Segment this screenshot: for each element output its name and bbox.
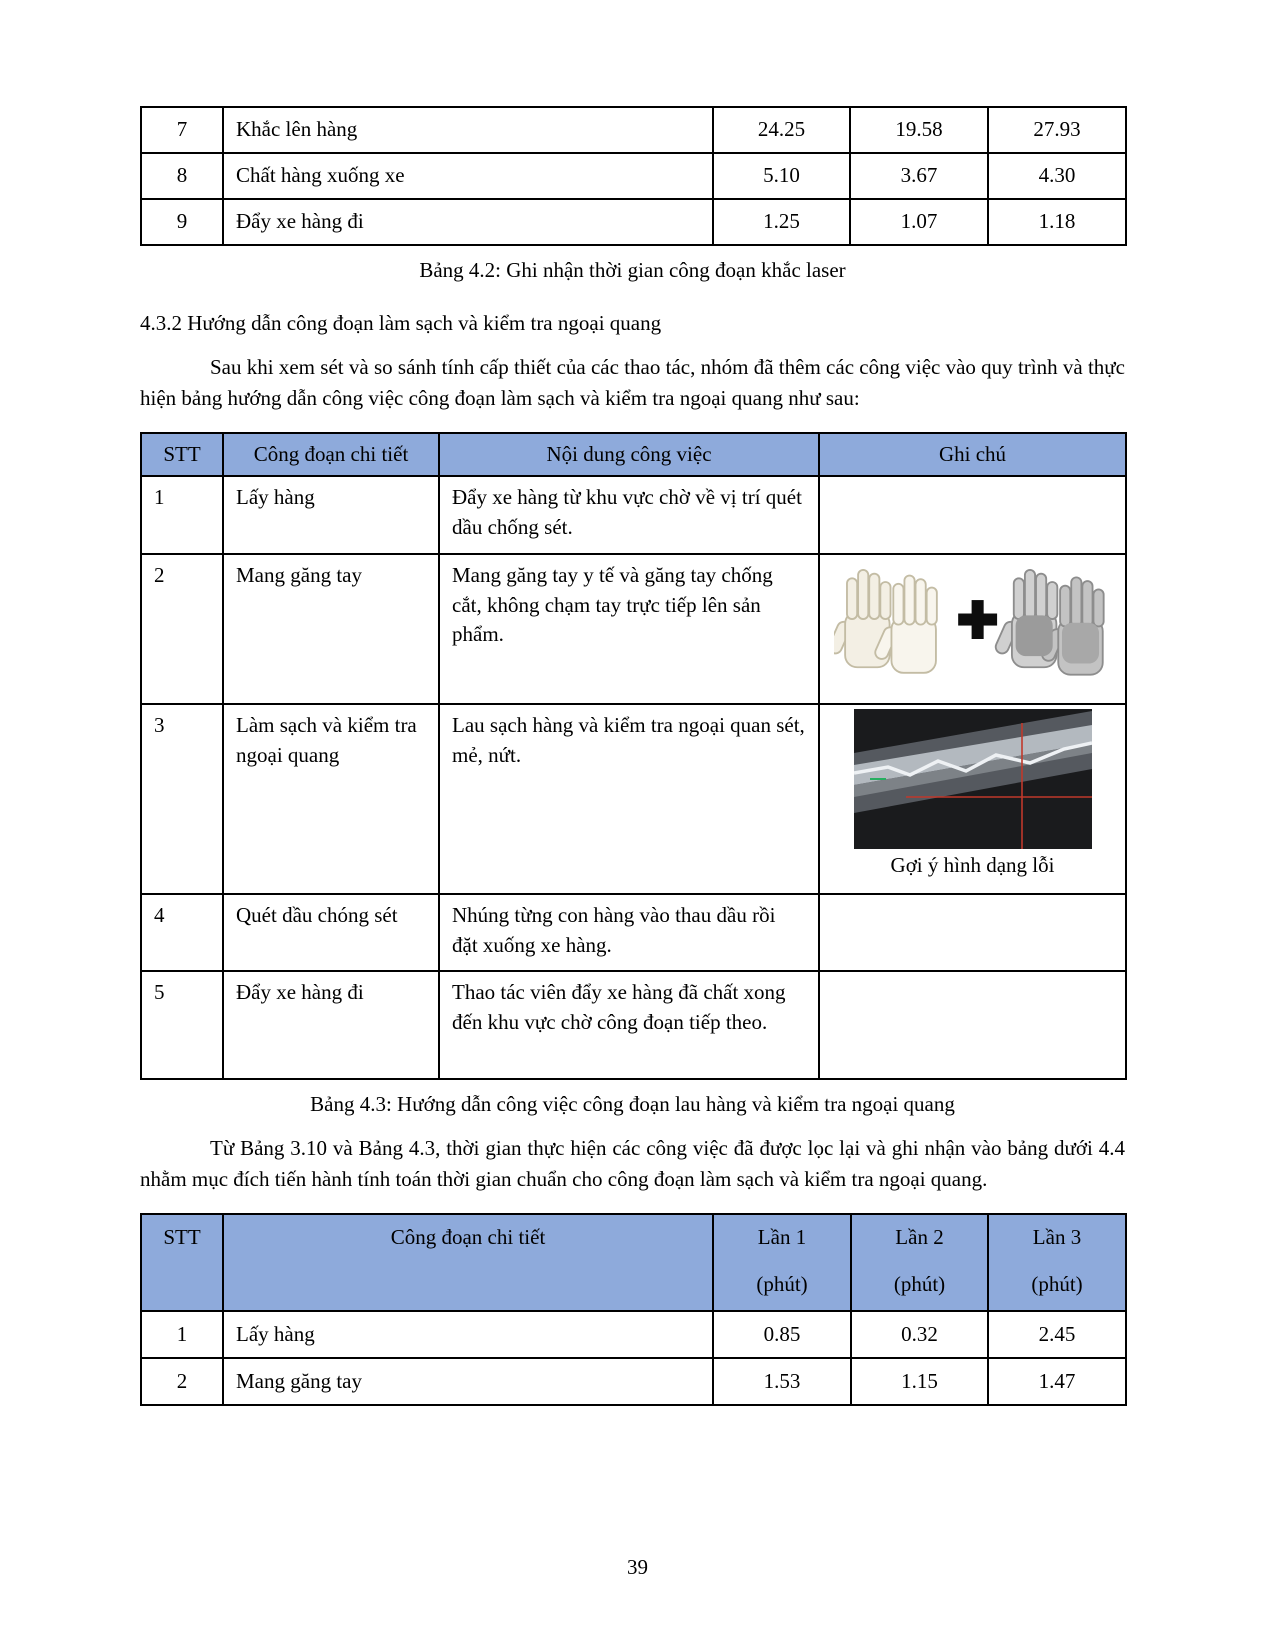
cell-time-3: 1.47 (988, 1358, 1126, 1405)
cell-content: Thao tác viên đẩy xe hàng đã chất xong đến khu vực chờ công đoạn tiếp theo. (439, 971, 819, 1079)
table-row (141, 1358, 1126, 1405)
header-try-2-label: Lần 2 (895, 1224, 944, 1249)
cell-time-3: 2.45 (988, 1311, 1126, 1358)
cell-time-1: 1.25 (713, 199, 850, 245)
header-try-1 (713, 1214, 851, 1311)
cell-stt: 7 (141, 107, 223, 153)
cell-stt: 3 (141, 704, 223, 894)
section-heading: 4.3.2 Hướng dẫn công đoạn làm sạch và kiểm tra ngoại quang (140, 311, 662, 335)
cell-stt: 5 (141, 971, 223, 1079)
cell-note (819, 971, 1126, 1079)
cell-time-2: 3.67 (850, 153, 988, 199)
table-row (141, 554, 1126, 704)
table-4-3 (140, 432, 1127, 1080)
table-row (141, 1311, 1126, 1358)
paragraph-2: Từ Bảng 3.10 và Bảng 4.3, thời gian thực hiện các công việc đã được lọc lại và ghi nhận vào bảng dưới 4.4 nhằm mục đích tiến hành tính toán thời gian chuẩn cho công đoạn làm sạch và kiểm tra ngoại quang. (140, 1136, 1125, 1191)
cell-stt: 1 (141, 476, 223, 554)
cell-stt: 2 (141, 1358, 223, 1405)
header-try-2-unit: (phút) (893, 1272, 946, 1297)
header-stt: STT (141, 1214, 223, 1311)
cell-step-name: Khắc lên hàng (223, 107, 713, 153)
cell-step: Mang găng tay (223, 554, 439, 704)
table-4-4 (140, 1213, 1127, 1406)
cell-stt: 2 (141, 554, 223, 704)
cell-step: Làm sạch và kiểm tra ngoại quang (223, 704, 439, 894)
defect-sample-image (854, 709, 1092, 849)
header-try-3-label: Lần 3 (1032, 1224, 1082, 1249)
header-try-2 (851, 1214, 988, 1311)
cell-stt: 4 (141, 894, 223, 971)
cell-step: Đẩy xe hàng đi (223, 971, 439, 1079)
cell-time-3: 4.30 (988, 153, 1126, 199)
cell-note (819, 554, 1126, 704)
header-try-3 (988, 1214, 1126, 1311)
cell-content: Lau sạch hàng và kiểm tra ngoại quan sét, mẻ, nứt. (439, 704, 819, 894)
defect-image-caption: Gợi ý hình dạng lỗi (890, 853, 1055, 878)
header-step: Công đoạn chi tiết (223, 1214, 713, 1311)
table-header-row (141, 1214, 1126, 1311)
header-try-1-unit: (phút) (756, 1272, 808, 1297)
cell-step-name: Chất hàng xuống xe (223, 153, 713, 199)
table-row (141, 153, 1126, 199)
cell-step: Mang găng tay (223, 1358, 713, 1405)
cell-content: Đẩy xe hàng từ khu vực chờ về vị trí quét dầu chống sét. (439, 476, 819, 554)
table-4-2 (140, 106, 1127, 246)
cell-time-2: 1.15 (851, 1358, 988, 1405)
table-row (141, 199, 1126, 245)
header-content: Nội dung công việc (439, 433, 819, 476)
table-header-row (141, 433, 1126, 476)
cell-step-name: Đẩy xe hàng đi (223, 199, 713, 245)
cell-content: Nhúng từng con hàng vào thau dầu rồi đặt xuống xe hàng. (439, 894, 819, 971)
cell-time-2: 0.32 (851, 1311, 988, 1358)
cell-time-1: 24.25 (713, 107, 850, 153)
table-row (141, 476, 1126, 554)
header-note: Ghi chú (819, 433, 1126, 476)
plus-icon (958, 600, 997, 639)
cell-time-1: 1.53 (713, 1358, 851, 1405)
table-4-2-caption: Bảng 4.2: Ghi nhận thời gian công đoạn khắc laser (419, 258, 846, 282)
cell-note (819, 704, 1126, 894)
cell-time-2: 1.07 (850, 199, 988, 245)
cell-note (819, 894, 1126, 971)
page-number: 39 (627, 1555, 648, 1579)
table-row (141, 971, 1126, 1079)
cell-step: Quét dầu chóng sét (223, 894, 439, 971)
cell-time-3: 27.93 (988, 107, 1126, 153)
cell-time-2: 19.58 (850, 107, 988, 153)
cell-time-1: 0.85 (713, 1311, 851, 1358)
header-step: Công đoạn chi tiết (223, 433, 439, 476)
header-stt: STT (141, 433, 223, 476)
table-row (141, 894, 1126, 971)
cell-stt: 9 (141, 199, 223, 245)
table-row (141, 704, 1126, 894)
cell-note (819, 476, 1126, 554)
table-4-3-caption: Bảng 4.3: Hướng dẫn công việc công đoạn lau hàng và kiểm tra ngoại quang (310, 1092, 955, 1117)
gloves-image (834, 559, 1112, 681)
cell-time-3: 1.18 (988, 199, 1126, 245)
cell-stt: 8 (141, 153, 223, 199)
cell-time-1: 5.10 (713, 153, 850, 199)
cell-content: Mang găng tay y tế và găng tay chống cắt, không chạm tay trực tiếp lên sản phẩm. (439, 554, 819, 704)
header-try-1-label: Lần 1 (757, 1224, 807, 1249)
paragraph-1: Sau khi xem sét và so sánh tính cấp thiết của các thao tác, nhóm đã thêm các công việc vào quy trình và thực hiện bảng hướng dẫn công việc công đoạn làm sạch và kiểm tra ngoại quang như sau: (140, 355, 1125, 410)
cell-step: Lấy hàng (223, 476, 439, 554)
cell-stt: 1 (141, 1311, 223, 1358)
table-row (141, 107, 1126, 153)
cell-step: Lấy hàng (223, 1311, 713, 1358)
header-try-3-unit: (phút) (1031, 1272, 1083, 1297)
